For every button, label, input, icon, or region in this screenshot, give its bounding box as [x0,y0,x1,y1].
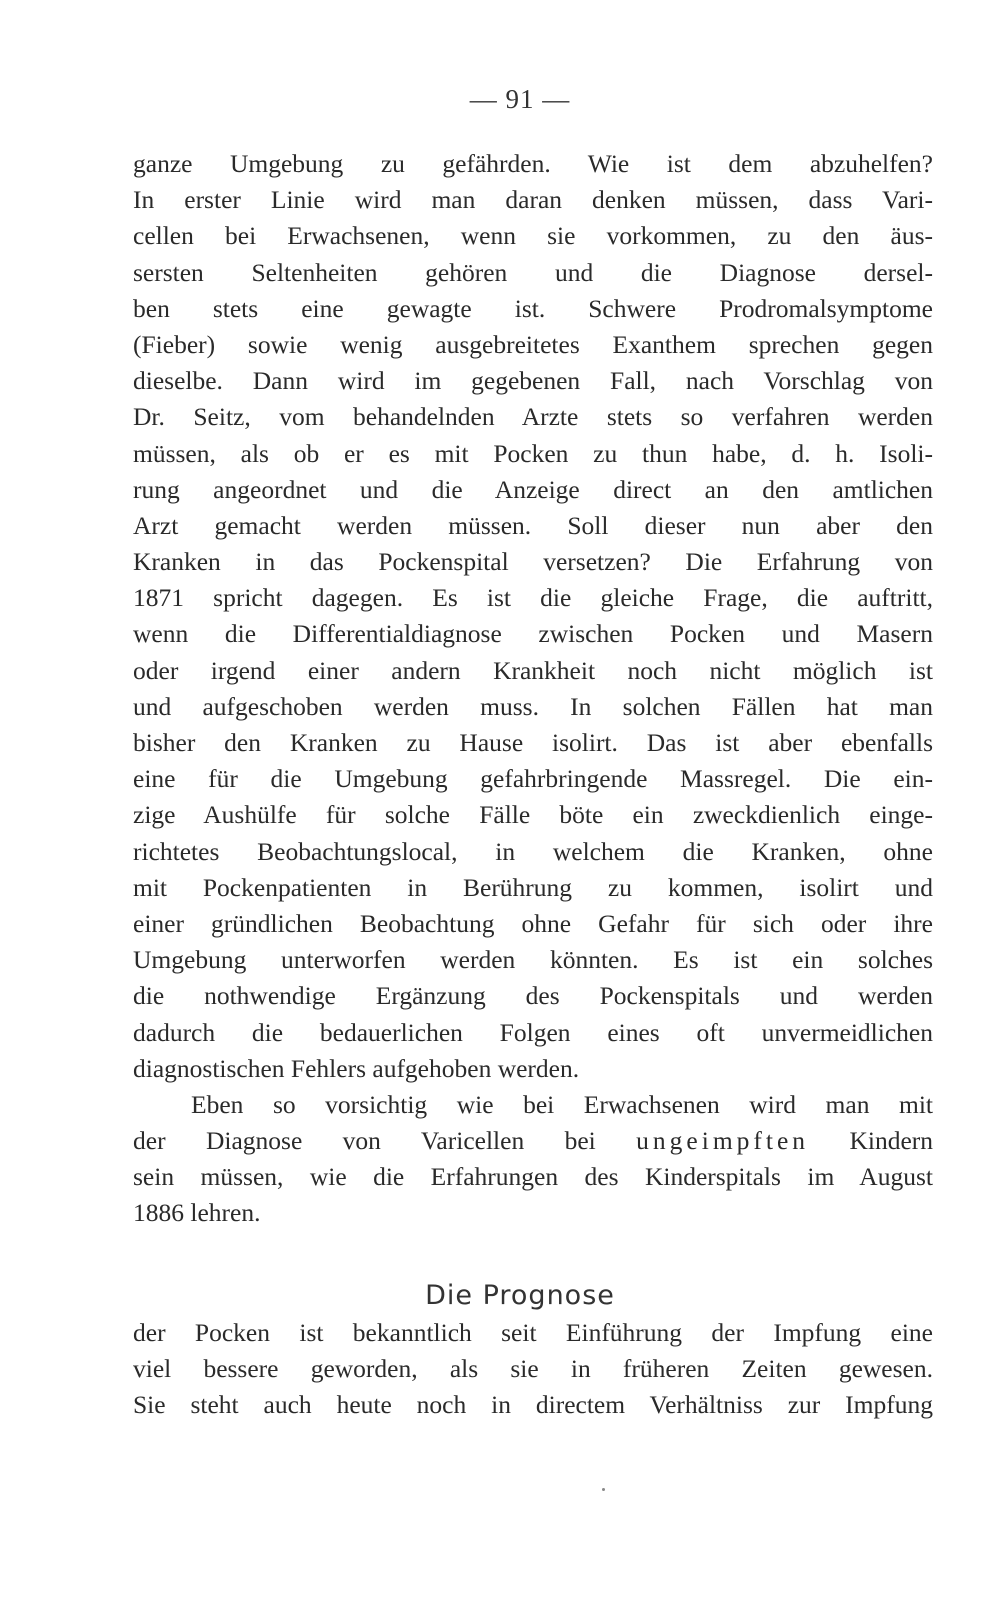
text-line: oder irgend einer andern Krankheit noch nicht möglich ist [133,655,933,685]
text-line: der Pocken ist bekanntlich seit Einführung der Impfung eine [133,1318,933,1347]
text-line: sein müssen, wie die Erfahrungen des Kinderspitals im August [133,1162,933,1192]
text-line: einer gründlichen Beobachtung ohne Gefahr für sich oder ihre [133,908,933,938]
text-line: ganze Umgebung zu gefährden. Wie ist dem abzuhelfen? [133,149,933,178]
text-line: Dr. Seitz, vom behandelnden Arzte stets so verfahren werden [133,402,933,432]
text-line: (Fieber) sowie wenig ausgebreitetes Exanthem sprechen gegen [133,329,933,359]
text-line: Eben so vorsichtig wie bei Erwachsenen wird man mit [191,1089,933,1119]
text-line: zige Aushülfe für solche Fälle böte ein zweckdienlich einge- [133,800,933,830]
text-line: ben stets eine gewagte ist. Schwere Prodromalsymptome [133,293,933,323]
page-number: — 91 — [469,84,571,114]
text-line: Arzt gemacht werden müssen. Soll dieser nun aber den [133,510,933,540]
emphasized-word: ungeimpften [636,1126,810,1156]
paragraph-prognosis [133,1315,933,1424]
text-line: 1886 lehren. [133,1198,261,1228]
text-line [133,1123,933,1159]
text-line: In erster Linie wird man daran denken müssen, dass Vari- [133,185,933,215]
text-line: müssen, als ob er es mit Pocken zu thun habe, d. h. Isoli- [133,438,933,468]
text-line: cellen bei Erwachsenen, wenn sie vorkommen, zu den äus- [133,221,933,251]
text-line: Kranken in das Pockenspital versetzen? Die Erfahrung von [133,547,933,577]
section-heading: Die Prognose [425,1280,615,1311]
text-line: 1871 spricht dagegen. Es ist die gleiche Frage, die auftritt, [133,583,933,613]
text-line: und aufgeschoben werden muss. In solchen Fällen hat man [133,691,933,721]
text-fragment: der Diagnose von Varicellen bei [133,1126,596,1156]
text-line: rung angeordnet und die Anzeige direct an den amtlichen [133,474,933,504]
text-line: wenn die Differentialdiagnose zwischen Pocken und Masern [133,619,933,649]
text-line: die nothwendige Ergänzung des Pockenspitals und werden [133,981,933,1011]
paper-speck [602,1488,605,1491]
text-line: Sie steht auch heute noch in directem Verhältniss zur Impfung [133,1390,933,1420]
text-line: viel bessere geworden, als sie in früheren Zeiten gewesen. [133,1354,933,1384]
text-line: diagnostischen Fehlers aufgehoben werden. [133,1053,580,1083]
text-line: sersten Seltenheiten gehören und die Diagnose dersel- [133,257,933,287]
text-line: bisher den Kranken zu Hause isolirt. Das ist aber ebenfalls [133,728,933,757]
text-line: eine für die Umgebung gefahrbringende Massregel. Die ein- [133,764,933,794]
text-line: mit Pockenpatienten in Berührung zu kommen, isolirt und [133,872,933,902]
text-line: richtetes Beobachtungslocal, in welchem die Kranken, ohne [133,836,933,866]
text-line: Umgebung unterworfen werden könnten. Es ist ein solches [133,945,933,975]
text-line: dieselbe. Dann wird im gegebenen Fall, nach Vorschlag von [133,366,933,396]
paragraph-main [133,146,933,1232]
text-line: dadurch die bedauerlichen Folgen eines oft unvermeidlichen [133,1017,933,1047]
text-fragment: Kindern [849,1126,934,1156]
